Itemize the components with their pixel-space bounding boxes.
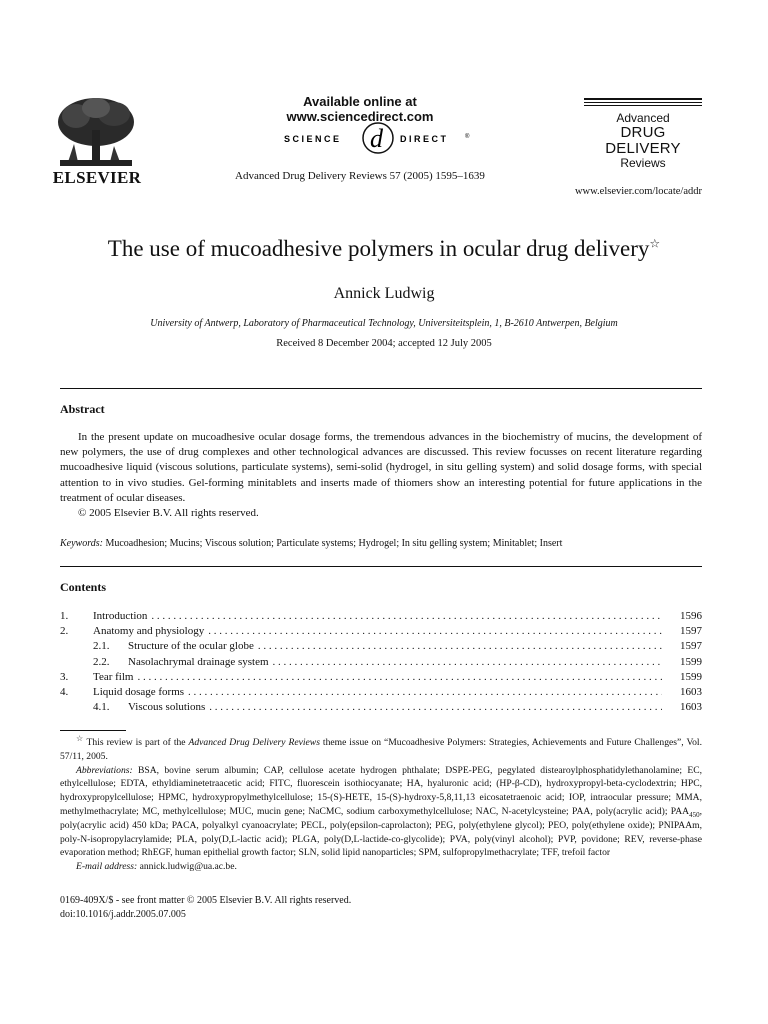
toc-entry-title: Viscous solutions [128, 701, 206, 714]
toc-entry-number: 3. [60, 670, 69, 683]
toc-entry-page: 1597 [680, 640, 702, 653]
toc-entry-number: 4. [60, 685, 69, 698]
toc-entry[interactable] [60, 686, 702, 701]
toc-leader-dots [273, 656, 662, 668]
footnote-rule [60, 730, 126, 731]
sd-left-text: SCIENCE [284, 134, 342, 144]
toc-entry[interactable] [60, 625, 702, 640]
journal-title-line1: Advanced [616, 111, 670, 125]
email-address[interactable]: annick.ludwig@ua.ac.be. [139, 861, 237, 873]
contents-heading: Contents [60, 580, 107, 594]
toc-entry-title: Tear film [93, 670, 134, 683]
toc-entry[interactable] [60, 640, 702, 655]
toc-entry-title: Structure of the ocular globe [128, 640, 254, 653]
toc-entry-title: Nasolachrymal drainage system [128, 655, 269, 668]
article-title [40, 236, 728, 262]
section-divider [60, 566, 702, 567]
toc-leader-dots [137, 671, 662, 683]
toc-entry-number: 1. [60, 610, 69, 622]
toc-entry-page: 1597 [680, 625, 702, 638]
toc-leader-dots [258, 640, 662, 652]
abbreviations-text-1: BSA, bovine serum albumin; CAP, cellulose acetate hydrogen phthalate; DSPE-PEG, pegylated distearoylphosphatidylethanolamine; EC, ethylcellulose; EDTA, ethyldiaminetetraacetic acid; FITC, fluorescein isothiocyanate; HA, hyaluronic acid; (HP-β-CD), hydroxypropyl-beta-cyclodextrin; HPC, hydroxypropylcellulose; HPMC, hydroxypropylmethylcellulose; 15-(S)-HETE, 15-(S)-hydroxy-5,8,11,13 eicosatetraenoic acid; IOP, intraocular pressure; MMA, methylmethacrylate; MC, methylcellulose; MUC, mucin gene; NaCMC, sodium carboxymethylcellulose; NAC, N-acetylcysteine; PAA, poly(acrylic acid); PAA [60, 764, 702, 817]
toc-entry-number: 2.2. [93, 655, 110, 668]
toc-entry-title: Liquid dosage forms [93, 685, 185, 698]
toc-leader-dots [188, 686, 662, 698]
abstract-copyright: © 2005 Elsevier B.V. All rights reserved. [78, 507, 259, 520]
article-identifiers [60, 894, 702, 923]
abbreviations-subscript: 450 [689, 810, 700, 819]
sd-mark: d [370, 124, 383, 153]
toc-entry-number: 2.1. [93, 640, 110, 653]
title-footnote-mark[interactable]: ☆ [649, 236, 661, 251]
toc-entry[interactable] [60, 610, 702, 625]
theme-text-b: theme issue on “Mucoadhesive Polymers: Strategies, Achievements and Future Challenges”, Vol. 57/11, 2005. [60, 737, 703, 762]
received-dates: Received 8 December 2004; accepted 12 July 2005 [276, 338, 492, 349]
abstract-body [60, 430, 702, 521]
toc-entry-page: 1603 [680, 685, 702, 698]
journal-title [584, 112, 702, 170]
sd-right-text: DIRECT [400, 134, 449, 144]
journal-citation: Advanced Drug Delivery Reviews 57 (2005) 1595–1639 [235, 170, 485, 182]
toc-entry[interactable] [60, 671, 702, 686]
keywords-label: Keywords: [60, 538, 103, 549]
available-online-text[interactable]: Available online at www.sciencedirect.com [286, 94, 434, 124]
article-title-text: The use of mucoadhesive polymers in ocular drug delivery [107, 236, 650, 261]
journal-url-link[interactable]: www.elsevier.com/locate/addr [574, 186, 702, 197]
abbreviations-footnote [60, 764, 702, 861]
abbreviations-text-2: , poly(acrylic acid) 450 kDa; PACA, polyalkyl cyanoacrylate; PECL, poly(epsilon-caprolacton); PEG, poly(ethylene glycol); PEO, poly(ethylene oxide); PNIPAAm, poly-N-isopropylacrylamide; PLA, poly(D,L-lactic acid); PLGA, poly(D,L-lactide-co-glycolide); PVA, poly(vinyl alcohol); PVP, povidone; REV, reverse-phase evaporation method; RhEGF, human epithelial growth factor; SLN, solid lipid nanoparticles; SPM, sulfopropylmethacrylate; TFF, trefoil factor [60, 805, 702, 859]
toc-leader-dots [151, 610, 662, 622]
footnotes [60, 733, 703, 874]
toc-leader-dots [208, 625, 662, 637]
author-affiliation: University of Antwerp, Laboratory of Pharmaceutical Technology, Universiteitsplein, 1, B-2610 Antwerpen, Belgium [150, 318, 618, 329]
sd-registered-mark: ® [465, 134, 470, 140]
masthead-rule [584, 102, 702, 103]
journal-title-line3: Reviews [620, 156, 666, 171]
footnote-star: ☆ [76, 733, 84, 743]
masthead-rule [584, 98, 702, 100]
toc-entry-page: 1599 [680, 655, 702, 668]
issn-line: 0169-409X/$ - see front matter © 2005 Elsevier B.V. All rights reserved. [60, 895, 352, 906]
toc-entry-number: 2. [60, 625, 69, 638]
theme-footnote [60, 733, 703, 764]
toc-entry[interactable] [60, 701, 702, 716]
toc-entry-number: 4.1. [93, 701, 110, 714]
keywords [60, 538, 702, 549]
abbreviations-label: Abbreviations: [76, 764, 133, 776]
section-divider [60, 388, 702, 389]
email-footnote [60, 860, 702, 874]
table-of-contents [60, 610, 702, 716]
doi-line[interactable]: doi:10.1016/j.addr.2005.07.005 [60, 909, 186, 921]
toc-entry[interactable] [60, 656, 702, 671]
masthead-rule [584, 105, 702, 106]
journal-title-line2: DRUG DELIVERY [605, 123, 681, 158]
theme-text-a: This review is part of the [86, 737, 186, 748]
abstract-heading: Abstract [60, 402, 105, 416]
publisher-name: ELSEVIER [52, 168, 142, 187]
keywords-list: Mucoadhesion; Mucins; Viscous solution; Particulate systems; Hydrogel; In situ gelling system; Minitablet; Insert [105, 538, 563, 549]
toc-leader-dots [209, 701, 662, 713]
toc-entry-title: Introduction [93, 610, 148, 622]
email-label: E-mail address: [76, 861, 138, 873]
author-name: Annick Ludwig [333, 285, 435, 302]
journal-masthead [584, 98, 702, 170]
toc-entry-page: 1603 [680, 701, 702, 714]
theme-journal: Advanced Drug Delivery Reviews [188, 737, 320, 748]
toc-entry-title: Anatomy and physiology [93, 625, 205, 638]
sciencedirect-logo[interactable] [280, 112, 480, 160]
toc-entry-page: 1599 [680, 670, 702, 683]
abstract-text: In the present update on mucoadhesive ocular dosage forms, the tremendous advances in the biochemistry of mucins, the development of new polymers, the use of drug complexes and other technological advances are discussed. This review focusses on recent literature regarding mucoadhesive liquid (viscous solutions, particulate systems), semi-solid (hydrogel, in situ gelling system) and solid dosage forms, with special attention to in vivo studies. Gel-forming minitablets and inserts made of thiomers show an interesting potential for future applications in the treatment of ocular diseases. [60, 431, 702, 504]
toc-entry-page: 1596 [680, 610, 702, 622]
